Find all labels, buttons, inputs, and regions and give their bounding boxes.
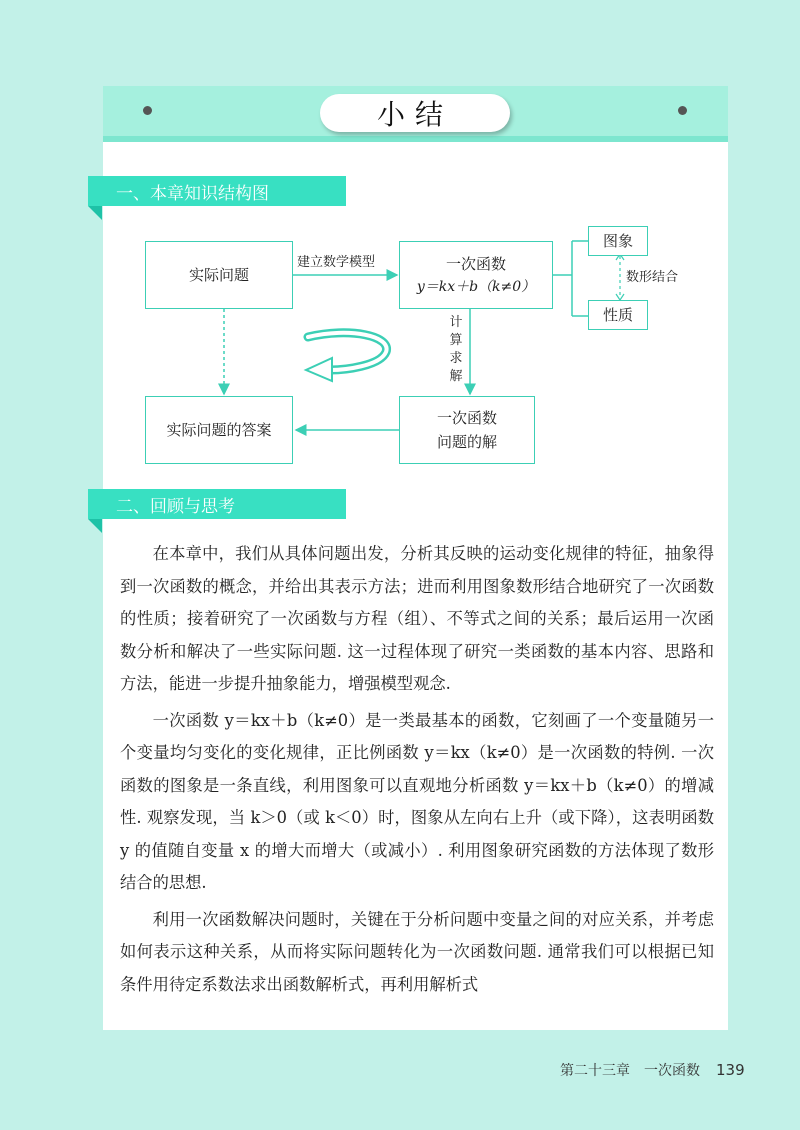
box-graph — [588, 226, 648, 256]
solve-char-1: 计 — [449, 315, 463, 330]
page-number: 139 — [716, 1061, 745, 1079]
page-footer — [560, 1060, 745, 1080]
box-linear-function — [399, 241, 553, 309]
solution-line2: 问题的解 — [436, 433, 497, 451]
section-heading-review-text: 二、回顾与思考 — [116, 496, 235, 517]
bracket-connector — [553, 241, 588, 316]
box-real-problem — [145, 241, 293, 309]
solution-line1: 一次函数 — [436, 409, 497, 427]
solve-edge-label — [448, 314, 464, 386]
box-answer — [145, 396, 293, 464]
property-label: 性质 — [602, 306, 633, 324]
graph-label: 图象 — [602, 232, 633, 250]
real-problem-label: 实际问题 — [188, 266, 249, 284]
footer-chapter: 第二十三章 一次函数 — [560, 1063, 700, 1079]
solve-char-4: 解 — [449, 369, 463, 384]
model-edge-label: 建立数学模型 — [297, 255, 376, 270]
linear-function-label: 一次函数 — [445, 254, 506, 273]
answer-label: 实际问题的答案 — [166, 421, 272, 439]
combine-edge-label: 数形结合 — [626, 270, 679, 285]
section-fold-2 — [88, 519, 102, 533]
solve-char-3: 求 — [449, 351, 463, 366]
box-property — [588, 300, 648, 330]
paragraph-2: 一次函数 y＝kx＋b（k≠0）是一类最基本的函数，它刻画了一个变量随另一个变量均匀变化的变化规律，正比例函数 y＝kx（k≠0）是一次函数的特例. 一次函数的图象是一条直线，利用图象可以直观地分析函数 y＝kx＋b（k≠0）的增减性. 观察发现，当 k＞0（或 k＜0）时，图象从左向右上升（或下降），这表明函数 y 的值随自变量 x 的增大而增大（或减小）. 利用图象研究函数的方法体现了数形结合的思想. — [120, 710, 714, 892]
loop-arrow-icon — [306, 333, 387, 381]
section-heading-structure-text: 一、本章知识结构图 — [116, 183, 269, 204]
solve-char-2: 算 — [449, 333, 463, 348]
box-solution — [399, 396, 535, 464]
paragraph-3: 利用一次函数解决问题时，关键在于分析问题中变量之间的对应关系，并考虑如何表示这种关系，从而将实际问题转化为一次函数问题. 通常我们可以根据已知条件用待定系数法求出函数解析式，再利用解析式 — [120, 909, 714, 994]
body-text — [120, 538, 714, 1005]
paragraph-1: 在本章中，我们从具体问题出发，分析其反映的运动变化规律的特征，抽象得到一次函数的概念，并给出其表示方法；进而利用图象数形结合地研究了一次函数的性质；接着研究了一次函数与方程（组）、不等式之间的关系；最后运用一次函数分析和解决了一些实际问题. 这一过程体现了研究一类函数的基本内容、思路和方法，能进一步提升抽象能力，增强模型观念. — [120, 544, 714, 693]
linear-formula: y＝kx＋b（k≠0） — [416, 278, 536, 295]
page-title: 小结 — [376, 98, 453, 131]
section-heading-review — [88, 489, 346, 519]
